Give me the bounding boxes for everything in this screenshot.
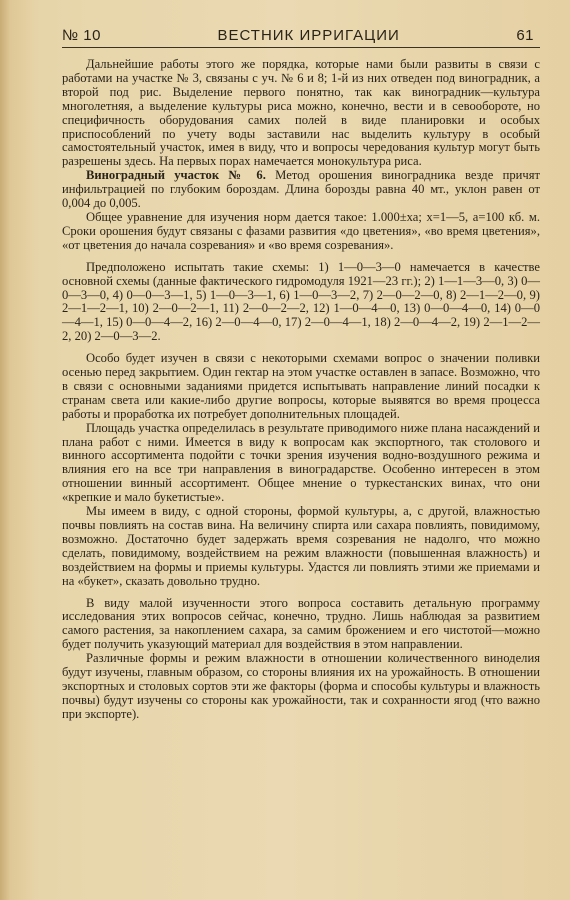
- paragraph: Дальнейшие работы этого же порядка, которые нами были развиты в связи с работами на участке № 3, связаны с уч. № 6 и 8; 1-й из них отведен под виноградник, а второй под рис. Выделение первого понятно, так как виноградник—культура многолетняя, а выделение культуры риса можно, конечно, вести и в севообороте, но специфичность оборудования самих полей в виде планировки и особых приспособлений по учету воды заставили нас выделить культуру в особый самостоятельный участок, имея в виду, что и вопросы чередования культур могут быть разрешены здесь. На первых порах намечается монокультура риса.: [62, 57, 540, 169]
- paragraph: Виноградный участок № 6. Метод орошения виноградника везде причят инфильтрацией по глубоким бороздам. Длина борозды равна 40 мт., уклон равен от 0,004 до 0,005.: [62, 168, 540, 211]
- page-header: [62, 27, 540, 48]
- section-heading: Виноградный участок № 6.: [86, 168, 266, 183]
- paragraph: Особо будет изучен в связи с некоторыми схемами вопрос о значении поливки осенью перед закрытием. Один гектар на этом участке оставлен в запасе. Возможно, что в связи с основными заданиями придется испытывать направление линий посадки к странам света или какие-либо другие вопросы, которые выявятся во время процесса работы и проработка их потребует дополнительных площадей.: [62, 351, 540, 421]
- paragraph: Предположено испытать такие схемы: 1) 1—0—3—0 намечается в качестве основной схемы (данные фактического гидромодуля 1921—23 гг.); 2) 1—1—3—0, 3) 0—0—3—0, 4) 0—0—3—1, 5) 1—0—3—1, 6) 1—0—3—2, 7) 2—0—2—0, 8) 2—1—2—0, 9) 2—1—2—1, 10) 2—0—2—1, 11) 2—0—2—2, 12) 1—0—4—0, 13) 0—0—4—0, 14) 0—0—4—1, 15) 0—0—4—2, 16) 2—0—4—0, 17) 2—0—4—1, 18) 2—0—4—2, 19) 2—1—2—2, 20) 2—0—3—2.: [62, 259, 540, 344]
- paragraph: Различные формы и режим влажности в отношении количественного виноделия будут изучены, главным образом, со стороны влияния их на урожайность. В отношении экспортных и столовых сортов эти же факторы (форма и способы культуры и влажность почвы) будут изучены со стороны как урожайности, так и сохранности ягод (что важно при экспорте).: [62, 651, 540, 721]
- paragraph: Площадь участка определилась в результате приводимого ниже плана насаждений и плана работ с ними. Имеется в виду к вопросам как экспортного, так столового и винного ассортимента подойти с точки зрения изучения водно-воздушного режима и влияния его на все три направления в виноградарстве. Особенно интересен в этом отношении винный ассортимент. Общее мнение о туркестанских винах, что они «крепкие и мало букетистые».: [62, 420, 540, 505]
- journal-title: ВЕСТНИК ИРРИГАЦИИ: [217, 27, 400, 44]
- article-body: [62, 58, 540, 722]
- paragraph: Общее уравнение для изучения норм дается такое: 1.000±ха; х=1—5, а=100 кб. м. Сроки орошения будут связаны с фазами развития «до цветения», «во время цветения», «от цветения до начала созревания» и «во время созревания».: [62, 209, 540, 252]
- page-number: 61: [516, 27, 534, 44]
- issue-number: № 10: [62, 27, 101, 44]
- paragraph: Мы имеем в виду, с одной стороны, формой культуры, а, с другой, влажностью почвы повлиять на состав вина. На величину спирта или сахара повлиять, повидимому, возможно. Достаточно будет задержать время созревания не надолго, что можно сделать, повидимому, воздействием на режим влажности (повышенная влажность) и воздействием на формы и приемы культуры. Удастся ли повлиять этими же приемами и на «букет», сказать довольно трудно.: [62, 504, 540, 588]
- paragraph: В виду малой изученности этого вопроса составить детальную программу исследования этих вопросов сейчас, конечно, трудно. Лишь наблюдая за развитием самого растения, за накоплением сахара, за самим брожением и его чистотой—можно будет получить указующий материал для воздействия в этом направлении.: [62, 595, 540, 652]
